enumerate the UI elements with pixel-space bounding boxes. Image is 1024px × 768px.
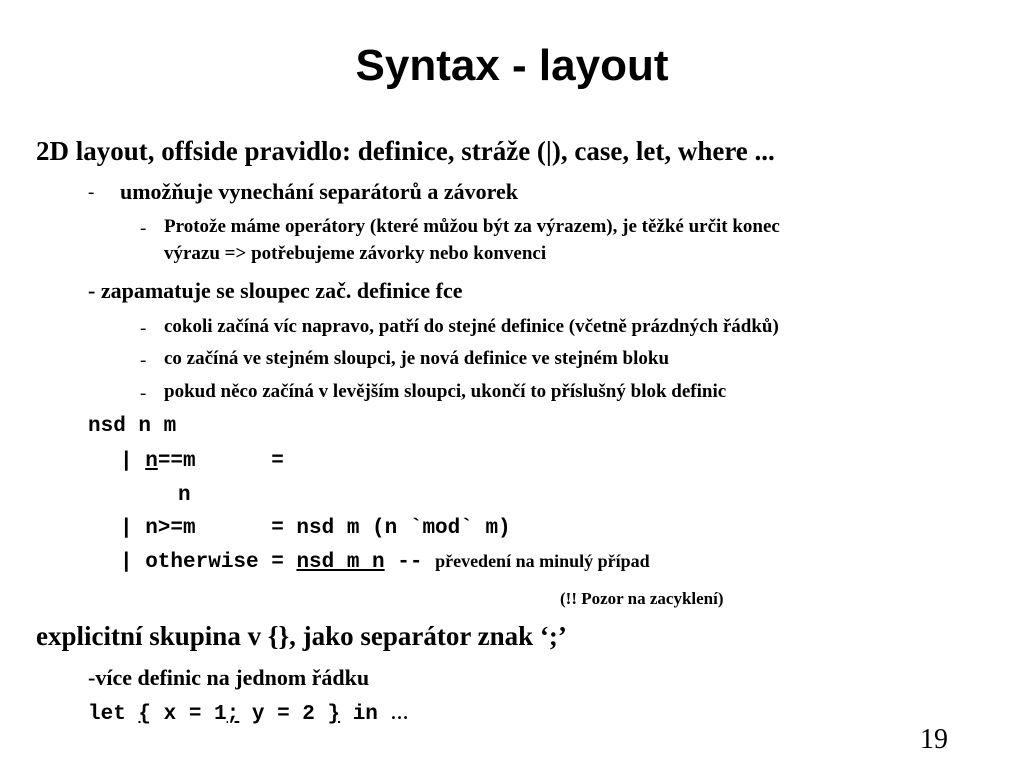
let-keyword: let bbox=[88, 703, 139, 726]
code-line-1: nsd n m bbox=[88, 415, 177, 438]
code-underlined-n: n bbox=[145, 450, 158, 473]
dash-marker: - bbox=[140, 383, 147, 404]
sub-bullet-column: - zapamatuje se sloupec zač. definice fce bbox=[88, 278, 463, 303]
code-comment-dash: -- bbox=[384, 551, 436, 574]
page-number: 19 bbox=[920, 724, 948, 755]
let-close-brace: } bbox=[327, 703, 341, 726]
code-line-2-rest: ==m = bbox=[157, 450, 284, 473]
let-ellipsis: … bbox=[390, 703, 409, 723]
let-code-line bbox=[88, 703, 409, 726]
sub-sub-bullet-operators-line2: výrazu => potřebujeme závorky nebo konvenci bbox=[164, 243, 547, 264]
dash-marker: - bbox=[140, 350, 147, 371]
dash-marker: - bbox=[88, 182, 95, 203]
slide-title: Syntax - layout bbox=[355, 41, 669, 90]
code-line-4: | n>=m = nsd m (n `mod` m) bbox=[120, 517, 511, 540]
sub-sub-bullet-left: pokud něco začíná v levějším sloupci, ukončí to příslušný blok definic bbox=[164, 381, 727, 402]
code-comment: převedení na minulý případ bbox=[435, 551, 650, 571]
bullet-explicit-group: explicitní skupina v {}, jako separátor znak ‘;’ bbox=[36, 621, 567, 651]
let-binding-y: y = 2 bbox=[239, 703, 328, 726]
code-note: (!! Pozor na zacyklení) bbox=[560, 589, 724, 608]
code-line-3: n bbox=[178, 484, 191, 507]
sub-bullet-multiple-definitions: -více definic na jednom řádku bbox=[88, 665, 370, 690]
code-line-5 bbox=[120, 551, 650, 574]
dash-marker: - bbox=[140, 218, 147, 239]
sub-sub-bullet-operators-line1: Protože máme operátory (které můžou být za výrazem), je těžké určit konec bbox=[164, 216, 780, 237]
let-open-brace: { bbox=[138, 703, 152, 726]
sub-sub-bullet-same-column: co začíná ve stejném sloupci, je nová definice ve stejném bloku bbox=[164, 348, 670, 369]
let-in-keyword: in bbox=[340, 703, 391, 726]
sub-bullet-separators: umožňuje vynechání separátorů a závorek bbox=[120, 179, 519, 204]
let-binding-x: x = 1 bbox=[151, 703, 227, 726]
code-guard-bar: | bbox=[120, 450, 146, 473]
code-otherwise: | otherwise = bbox=[120, 551, 297, 574]
dash-marker: - bbox=[140, 318, 147, 339]
sub-sub-bullet-right: cokoli začíná víc napravo, patří do stejné definice (včetně prázdných řádků) bbox=[164, 316, 779, 337]
code-line-2 bbox=[120, 450, 284, 473]
let-semicolon: ; bbox=[226, 703, 240, 726]
code-recursive-call: nsd m n bbox=[296, 551, 385, 574]
bullet-offside-rule: 2D layout, offside pravidlo: definice, stráže (|), case, let, where ... bbox=[36, 136, 775, 166]
